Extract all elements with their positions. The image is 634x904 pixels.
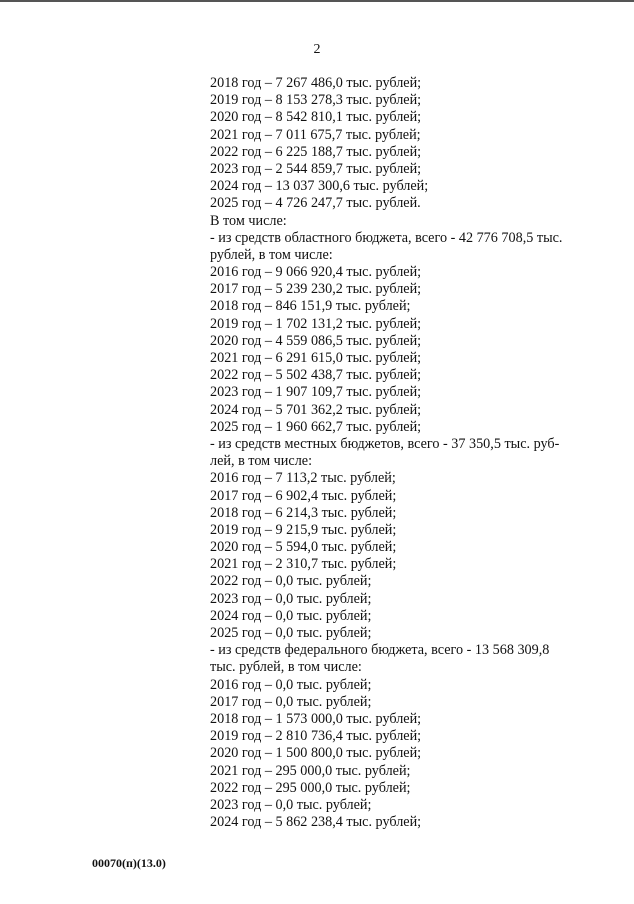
page-number: 2 xyxy=(313,42,321,57)
local-budget-heading: - из средств местных бюджетов, всего - 37 350,5 тыс. руб- xyxy=(210,435,560,452)
text-line: 2019 год – 8 153 278,3 тыс. рублей; xyxy=(210,92,422,109)
regional-year-line: 2024 год – 5 701 362,2 тыс. рублей; xyxy=(210,401,422,418)
local-year-line: 2022 год – 0,0 тыс. рублей; xyxy=(210,573,372,590)
text-line: 2025 год – 4 726 247,7 тыс. рублей. xyxy=(210,195,421,212)
regional-year-line: 2018 год – 846 151,9 тыс. рублей; xyxy=(210,298,411,315)
federal-year-line: 2023 год – 0,0 тыс. рублей; xyxy=(210,796,372,813)
local-year-line: 2017 год – 6 902,4 тыс. рублей; xyxy=(210,487,397,504)
local-year-line: 2016 год – 7 113,2 тыс. рублей; xyxy=(210,470,396,487)
document-body xyxy=(210,75,585,831)
regional-year-line: 2019 год – 1 702 131,2 тыс. рублей; xyxy=(210,315,422,332)
federal-budget-heading: - из средств федерального бюджета, всего - 13 568 309,8 xyxy=(210,642,550,659)
local-year-line: 2024 год – 0,0 тыс. рублей; xyxy=(210,607,372,624)
local-year-line: 2025 год – 0,0 тыс. рублей; xyxy=(210,625,372,641)
federal-year-line: 2024 год – 5 862 238,4 тыс. рублей; xyxy=(210,814,422,831)
federal-year-line: 2022 год – 295 000,0 тыс. рублей; xyxy=(210,779,411,796)
local-year-line: 2018 год – 6 214,3 тыс. рублей; xyxy=(210,504,397,521)
text-line: 2022 год – 6 225 188,7 тыс. рублей; xyxy=(210,143,422,160)
regional-year-line: 2023 год – 1 907 109,7 тыс. рублей; xyxy=(210,384,422,401)
regional-budget-heading-cont: рублей, в том числе: xyxy=(210,246,333,263)
regional-year-line: 2021 год – 6 291 615,0 тыс. рублей; xyxy=(210,350,422,366)
local-year-line: 2021 год – 2 310,7 тыс. рублей; xyxy=(210,556,397,573)
text-line: 2018 год – 7 267 486,0 тыс. рублей; xyxy=(210,75,422,91)
regional-year-line: 2020 год – 4 559 086,5 тыс. рублей; xyxy=(210,332,422,349)
regional-budget-heading: - из средств областного бюджета, всего - 42 776 708,5 тыс. xyxy=(210,229,563,246)
text-line: 2021 год – 7 011 675,7 тыс. рублей; xyxy=(210,126,421,143)
local-budget-heading-cont: лей, в том числе: xyxy=(210,453,313,470)
local-year-line: 2019 год – 9 215,9 тыс. рублей; xyxy=(210,521,397,538)
text-line: В том числе: xyxy=(210,212,287,229)
regional-year-line: 2017 год – 5 239 230,2 тыс. рублей; xyxy=(210,281,422,298)
federal-year-line: 2017 год – 0,0 тыс. рублей; xyxy=(210,693,372,710)
federal-year-line: 2018 год – 1 573 000,0 тыс. рублей; xyxy=(210,710,422,727)
regional-year-line: 2025 год – 1 960 662,7 тыс. рублей; xyxy=(210,418,422,435)
federal-year-line: 2021 год – 295 000,0 тыс. рублей; xyxy=(210,762,411,779)
federal-year-line: 2020 год – 1 500 800,0 тыс. рублей; xyxy=(210,745,422,762)
federal-year-line: 2016 год – 0,0 тыс. рублей; xyxy=(210,676,372,693)
local-year-line: 2020 год – 5 594,0 тыс. рублей; xyxy=(210,539,397,556)
federal-budget-heading-cont: тыс. рублей, в том числе: xyxy=(210,659,362,676)
regional-year-line: 2016 год – 9 066 920,4 тыс. рублей; xyxy=(210,264,422,281)
federal-year-line: 2019 год – 2 810 736,4 тыс. рублей; xyxy=(210,728,422,745)
local-year-line: 2023 год – 0,0 тыс. рублей; xyxy=(210,590,372,607)
text-line: 2024 год – 13 037 300,6 тыс. рублей; xyxy=(210,178,429,195)
top-edge-rule xyxy=(0,0,634,2)
regional-year-line: 2022 год – 5 502 438,7 тыс. рублей; xyxy=(210,367,422,384)
document-code: 00070(п)(13.0) xyxy=(92,856,166,870)
text-line: 2020 год – 8 542 810,1 тыс. рублей; xyxy=(210,109,422,126)
text-line: 2023 год – 2 544 859,7 тыс. рублей; xyxy=(210,160,422,177)
